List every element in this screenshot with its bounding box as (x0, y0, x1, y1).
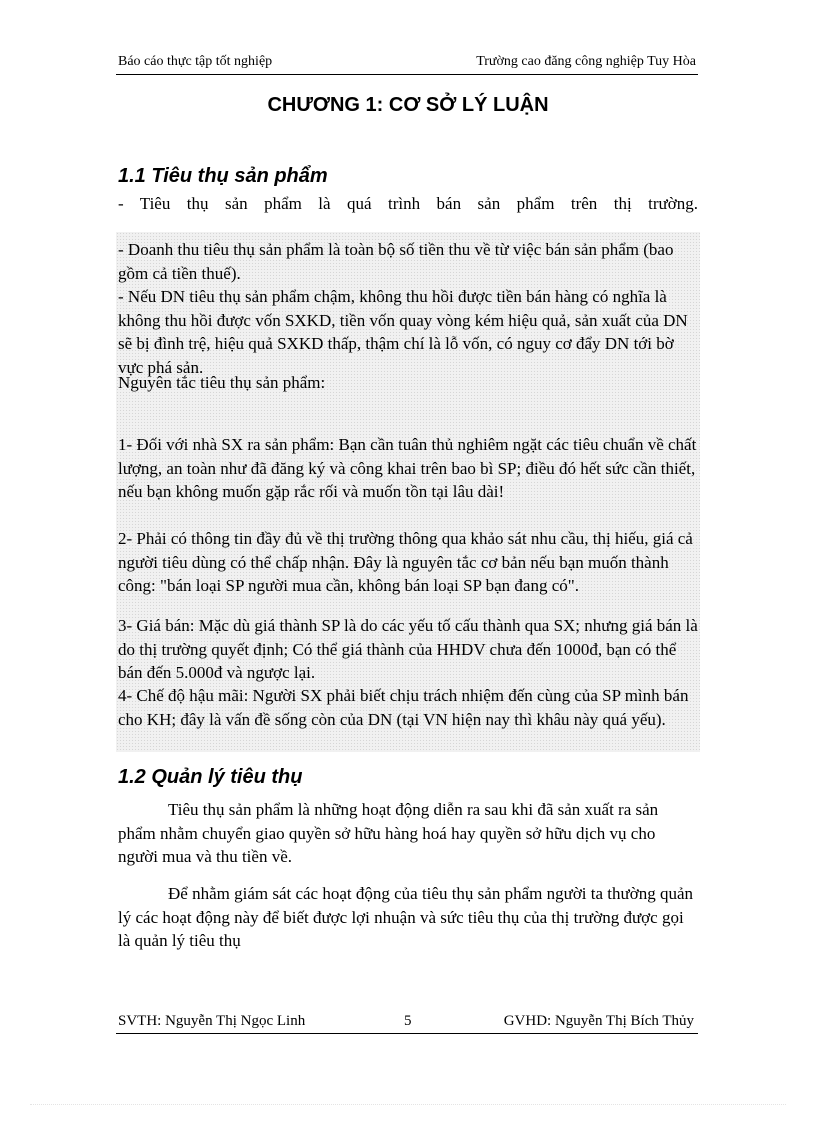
page-footer (116, 1011, 698, 1034)
section2-paragraph-2: Để nhằm giám sát các hoạt động của tiêu thụ sản phẩm người ta thường quản lý các hoạt động này để biết được lợi nhuận và sức tiêu thụ của thị trường được gọi là quản lý tiêu thụ (118, 884, 694, 950)
principle-item-1: 1- Đối với nhà SX ra sản phẩm: Bạn cần tuân thủ nghiêm ngặt các tiêu chuẩn về chất lượng, an toàn như đã đăng ký và công khai trên bao bì SP; điều đó hết sức cần thiết, nếu bạn không muốn gặp rắc rối và muốn tồn tại lâu dài! (118, 435, 697, 501)
section-heading-1-2: 1.2 Quản lý tiêu thụ (118, 766, 303, 788)
section-heading-1-1: 1.1 Tiêu thụ sản phẩm (118, 165, 328, 187)
footer-student: SVTH: Nguyễn Thị Ngọc Linh (118, 1013, 306, 1029)
principles-title: Nguyên tắc tiêu thụ sản phẩm: (118, 373, 326, 392)
section1-revenue-paragraph: - Doanh thu tiêu thụ sản phẩm là toàn bộ số tiền thu về từ việc bán sản phẩm (bao gồm cả tiền thuế). (118, 240, 674, 283)
principle-item-3: 3- Giá bán: Mặc dù giá thành SP là do các yếu tố cấu thành qua SX; nhưng giá bán là do thị trường quyết định; Có thể giá thành của HHDV chưa đến 1000đ, bạn có thể bán đến 5.000đ và ngược lại. (118, 616, 698, 682)
section2-paragraph-1: Tiêu thụ sản phẩm là những hoạt động diễn ra sau khi đã sản xuất ra sản phẩm nhằm chuyển giao quyền sở hữu hàng hoá hay quyền sở hữu dịch vụ cho người mua và thu tiền về. (118, 800, 659, 866)
header-left-text: Báo cáo thực tập tốt nghiệp (118, 54, 273, 69)
page-header (116, 52, 698, 75)
principle-item-4: 4- Chế độ hậu mãi: Người SX phải biết chịu trách nhiệm đến cùng của SP mình bán cho KH; đây là vấn đề sống còn của DN (tại VN hiện nay thì khâu này quá yếu). (118, 686, 689, 729)
principle-item-2: 2- Phải có thông tin đầy đủ về thị trường thông qua khảo sát nhu cầu, thị hiếu, giá cả người tiêu dùng có thể chấp nhận. Đây là nguyên tắc cơ bản nếu bạn muốn thành công: "bán loại SP người mua cần, không bán loại SP bạn đang có". (118, 529, 693, 595)
footer-supervisor: GVHD: Nguyễn Thị Bích Thủy (503, 1013, 694, 1029)
page-number: 5 (404, 1013, 412, 1029)
section1-intro: - Tiêu thụ sản phẩm là quá trình bán sản phẩm trên thị trường. (118, 194, 698, 213)
chapter-title: CHƯƠNG 1: CƠ SỞ LÝ LUẬN (267, 94, 549, 116)
header-right-text: Trường cao đăng công nghiệp Tuy Hòa (476, 54, 696, 69)
page-bottom-edge (30, 1104, 786, 1105)
section1-slow-sales-paragraph: - Nếu DN tiêu thụ sản phẩm chậm, không thu hồi được tiền bán hàng có nghĩa là không thu hồi được vốn SXKD, tiền vốn quay vòng kém hiệu quả, sản xuất của DN sẽ bị đình trệ, hiệu quả SXKD thấp, thậm chí là lỗ vốn, có nguy cơ đẩy DN tới bờ vực phá sản. (118, 287, 688, 377)
